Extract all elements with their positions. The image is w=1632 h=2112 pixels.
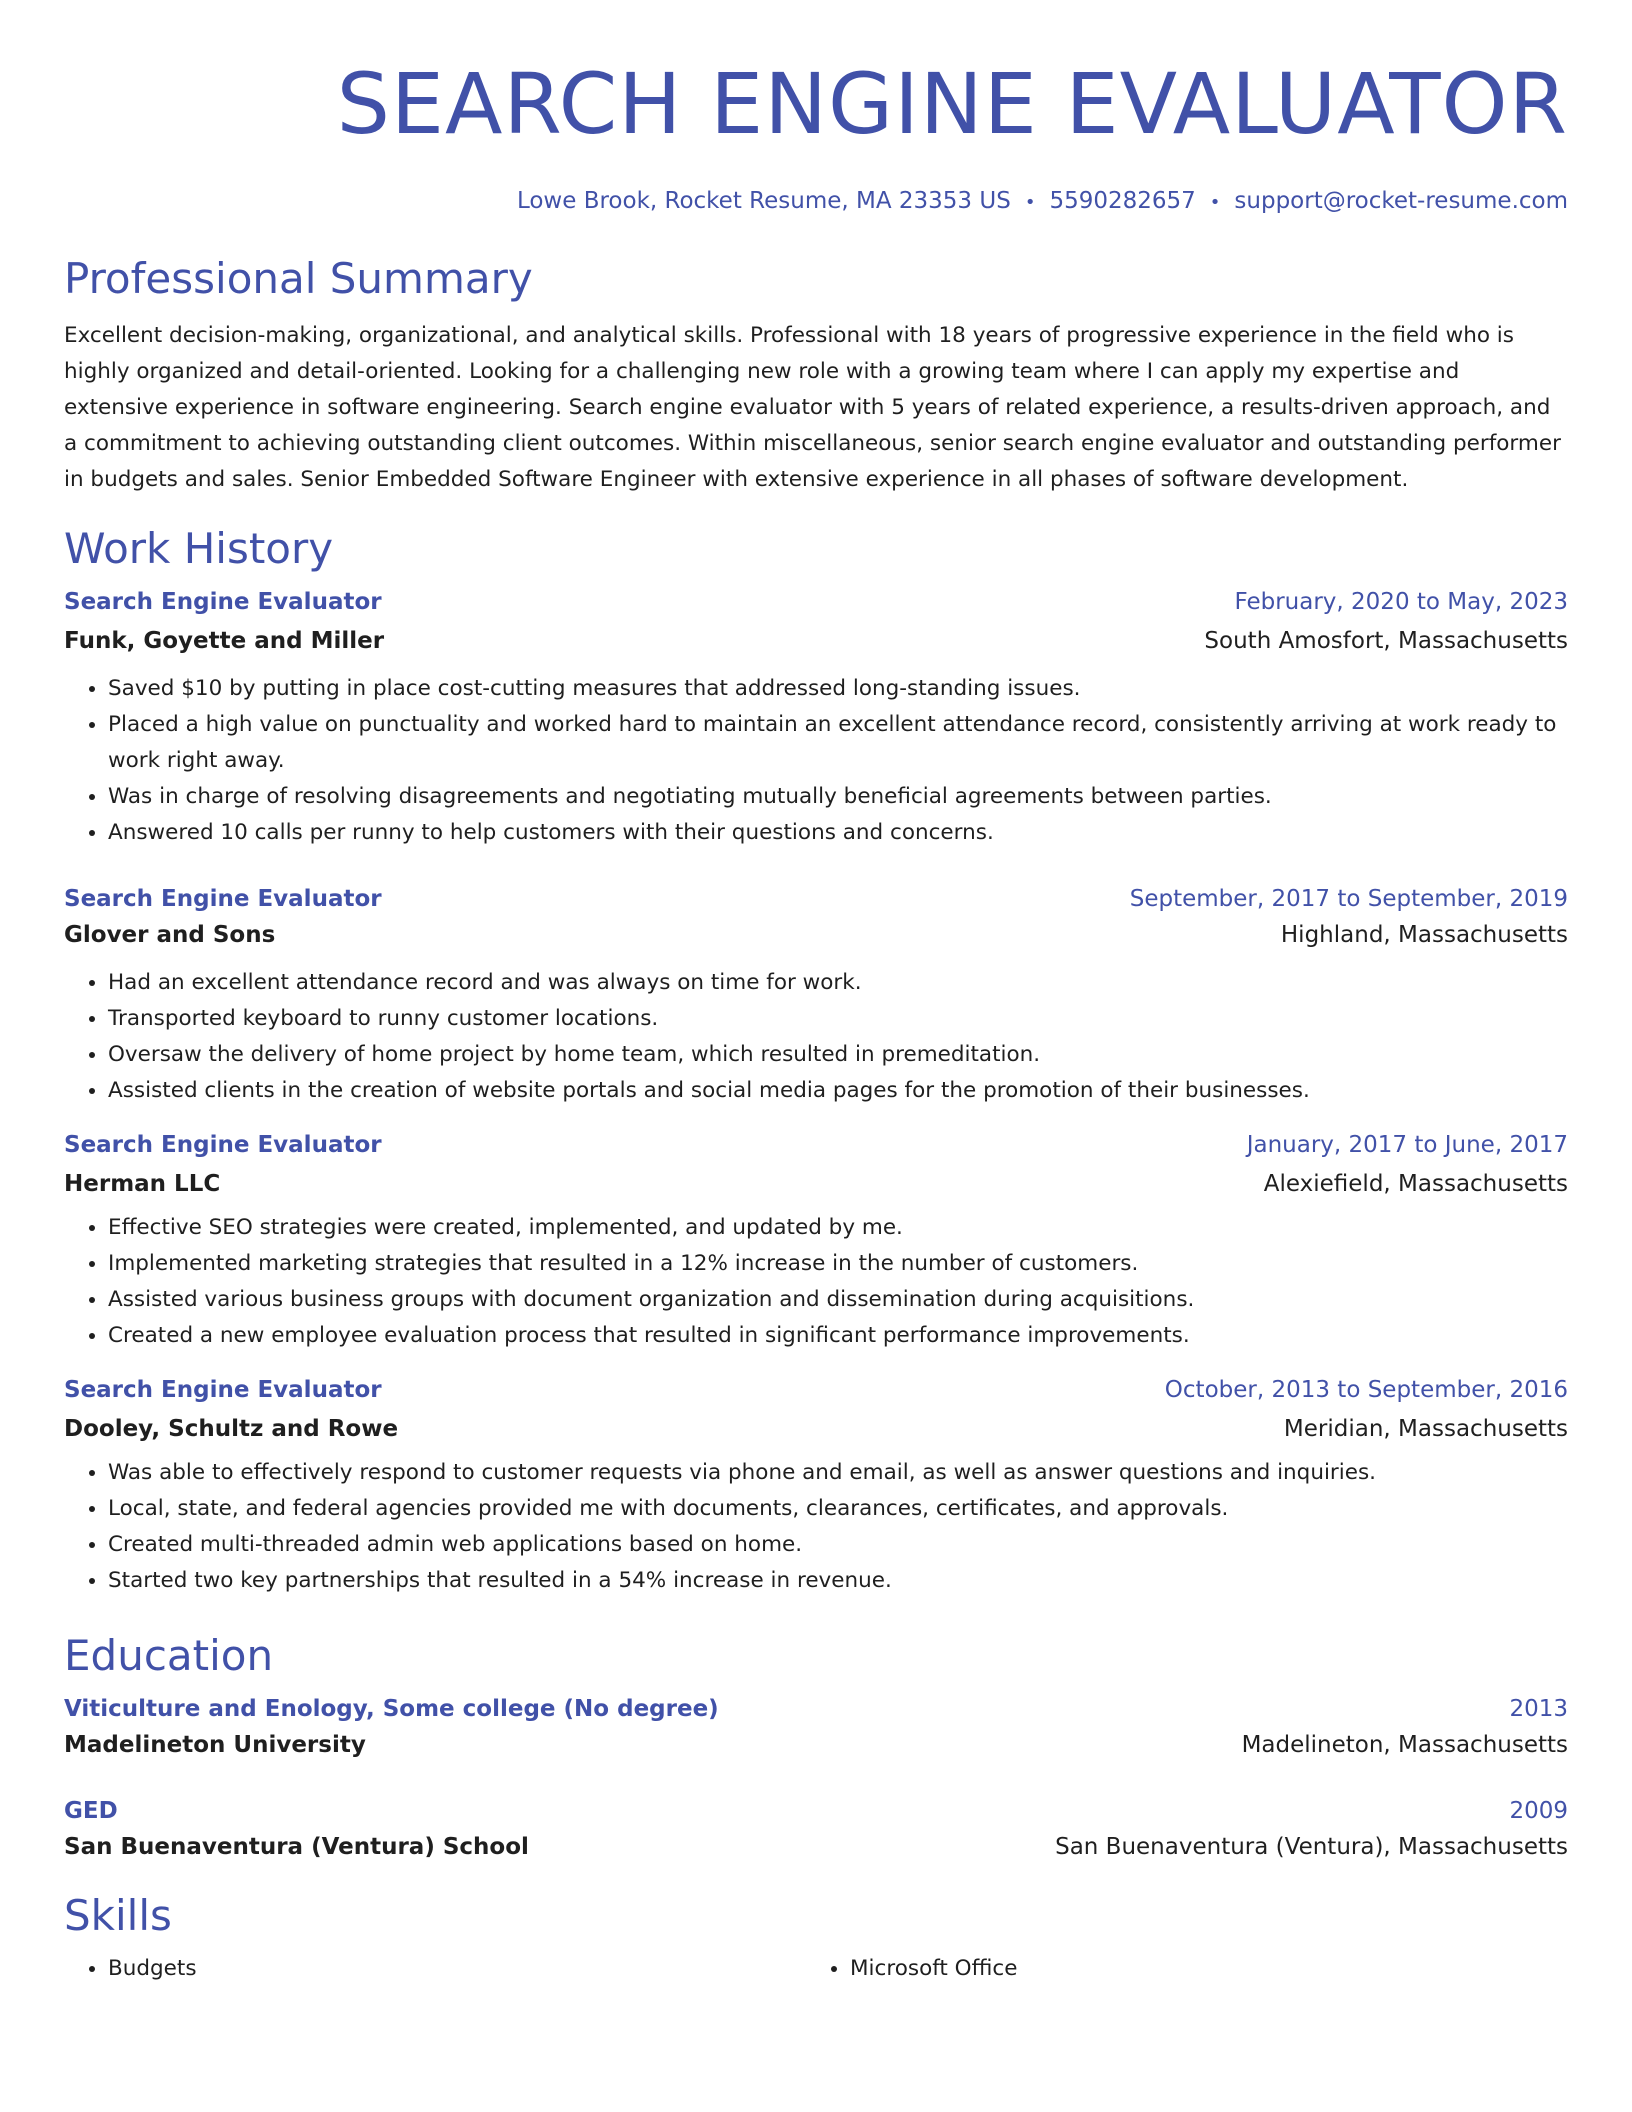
degree-title: Viticulture and Enology, Some college (No degree)	[64, 1696, 719, 1722]
skill-item: • Microsoft Office	[850, 1951, 1548, 1987]
school-location: Madelineton, Massachusetts	[1241, 1732, 1568, 1758]
job-bullet: • Created multi-threaded admin web applications based on home.	[108, 1527, 1568, 1563]
job-dates: October, 2013 to September, 2016	[1164, 1377, 1568, 1403]
education-entry	[64, 1795, 1568, 1863]
job-entry	[64, 1129, 1568, 1354]
work-history-heading: Work History	[64, 524, 334, 573]
contact-line	[64, 186, 1568, 218]
job-bullet: • Answered 10 calls per runny to help customers with their questions and concerns.	[108, 815, 1568, 851]
job-title: Search Engine Evaluator	[64, 1132, 382, 1158]
job-title: Search Engine Evaluator	[64, 589, 382, 615]
job-bullets	[64, 1210, 1568, 1354]
job-bullet: • Assisted various business groups with document organization and dissemination during acquisitions.	[108, 1282, 1568, 1318]
company-name: Glover and Sons	[64, 922, 276, 948]
job-bullet: • Effective SEO strategies were created, implemented, and updated by me.	[108, 1210, 1568, 1246]
job-location: Alexiefield, Massachusetts	[1263, 1171, 1568, 1197]
job-bullet: • Was able to effectively respond to customer requests via phone and email, as well as answer questions and inquiries.	[108, 1455, 1568, 1491]
job-bullet: • Created a new employee evaluation process that resulted in significant performance improvements.	[108, 1318, 1568, 1354]
company-name: Dooley, Schultz and Rowe	[64, 1416, 399, 1442]
degree-title: GED	[64, 1798, 118, 1824]
contact-address: Lowe Brook, Rocket Resume, MA 23353 US	[516, 188, 1011, 214]
summary-heading: Professional Summary	[64, 254, 533, 303]
skills-column-right	[806, 1951, 1548, 1987]
job-bullet: • Placed a high value on punctuality and worked hard to maintain an excellent attendance record, consistently arriving at work ready to work right away.	[108, 707, 1568, 779]
contact-separator: •	[1209, 192, 1221, 213]
job-bullet: • Transported keyboard to runny customer locations.	[108, 1001, 1568, 1037]
job-bullet: • Oversaw the delivery of home project by home team, which resulted in premeditation.	[108, 1037, 1568, 1073]
job-entry	[64, 586, 1568, 851]
job-bullets	[64, 965, 1568, 1109]
school-name: Madelineton University	[64, 1732, 366, 1758]
job-bullet: • Started two key partnerships that resulted in a 54% increase in revenue.	[108, 1563, 1568, 1599]
skills-list	[64, 1951, 1568, 1987]
job-location: Meridian, Massachusetts	[1283, 1416, 1568, 1442]
skills-heading: Skills	[64, 1891, 172, 1940]
job-bullets	[64, 671, 1568, 851]
summary-text: Excellent decision-making, organizational, and analytical skills. Professional with 18 years of progressive experience in the field who is highly organized and detail-oriented. Looking for a challenging new role with a growing team where I can apply my expertise and extensive experience in software engineering. Search engine evaluator with 5 years of related experience, a results-driven approach, and a commitment to achieving outstanding client outcomes. Within miscellaneous, senior search engine evaluator and outstanding performer in budgets and sales. Senior Embedded Software Engineer with extensive experience in all phases of software development.	[64, 323, 1561, 492]
candidate-name: SEARCH ENGINE EVALUATOR	[336, 55, 1568, 153]
job-title: Search Engine Evaluator	[64, 1377, 382, 1403]
job-location: South Amosfort, Massachusetts	[1204, 628, 1568, 654]
job-bullet: • Implemented marketing strategies that resulted in a 12% increase in the number of customers.	[108, 1246, 1568, 1282]
job-dates: September, 2017 to September, 2019	[1129, 886, 1568, 912]
skills-column-left	[64, 1951, 806, 1987]
school-name: San Buenaventura (Ventura) School	[64, 1834, 529, 1860]
job-bullet: • Had an excellent attendance record and was always on time for work.	[108, 965, 1568, 1001]
company-name: Herman LLC	[64, 1171, 221, 1197]
education-entry	[64, 1693, 1568, 1761]
job-bullet: • Was in charge of resolving disagreements and negotiating mutually beneficial agreements between parties.	[108, 779, 1568, 815]
job-bullets	[64, 1455, 1568, 1599]
contact-phone[interactable]: 5590282657	[1049, 188, 1196, 214]
education-heading: Education	[64, 1631, 274, 1680]
job-dates: January, 2017 to June, 2017	[1246, 1132, 1568, 1158]
company-name: Funk, Goyette and Miller	[64, 628, 385, 654]
job-dates: February, 2020 to May, 2023	[1234, 589, 1568, 615]
school-location: San Buenaventura (Ventura), Massachusetts	[1055, 1834, 1568, 1860]
job-bullet: • Local, state, and federal agencies provided me with documents, clearances, certificates, and approvals.	[108, 1491, 1568, 1527]
job-entry	[64, 883, 1568, 1109]
graduation-year: 2013	[1509, 1696, 1568, 1722]
job-bullet: • Saved $10 by putting in place cost-cutting measures that addressed long-standing issues.	[108, 671, 1568, 707]
job-bullet: • Assisted clients in the creation of website portals and social media pages for the promotion of their businesses.	[108, 1073, 1568, 1109]
graduation-year: 2009	[1509, 1798, 1568, 1824]
contact-separator: •	[1024, 192, 1036, 213]
job-title: Search Engine Evaluator	[64, 886, 382, 912]
job-entry	[64, 1374, 1568, 1599]
job-location: Highland, Massachusetts	[1280, 922, 1568, 948]
resume-header	[64, 0, 1568, 218]
contact-email[interactable]: support@rocket-resume.com	[1234, 188, 1568, 214]
skill-item: • Budgets	[108, 1951, 806, 1987]
